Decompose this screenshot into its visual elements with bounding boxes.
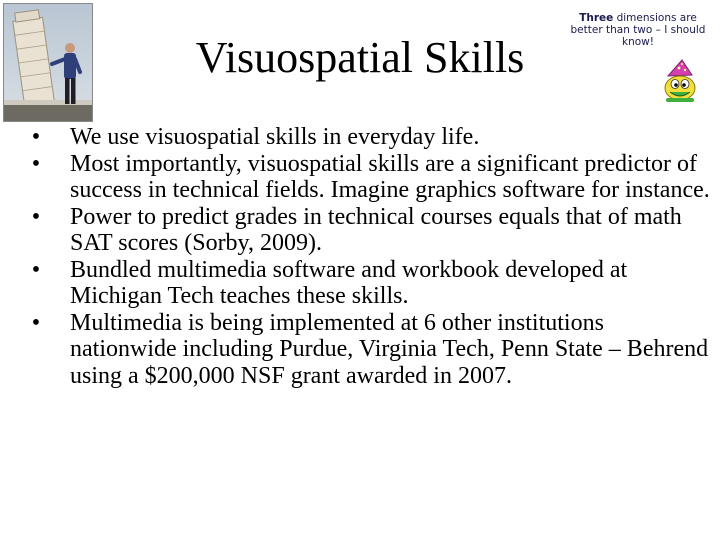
list-item [22, 124, 712, 151]
list-item [22, 151, 712, 204]
bullet-text: We use visuospatial skills in everyday life. [70, 124, 480, 150]
list-item [22, 310, 712, 390]
bullet-text: Most importantly, visuospatial skills are a significant predictor of success in technical fields. Imagine graphics software for instance. [70, 150, 710, 203]
slide-title: Visuospatial Skills [195, 33, 525, 82]
bullet-list [22, 124, 712, 389]
leaning-tower-photo [3, 3, 93, 122]
wizard-mascot-icon [660, 58, 700, 104]
callout-body: dimensions are better than two – I should know! [570, 12, 706, 48]
bullet-marker: • [31, 124, 41, 150]
list-item [22, 204, 712, 257]
callout-lead: Three [579, 12, 614, 24]
bullet-marker: • [31, 150, 41, 177]
bullet-marker: • [31, 309, 41, 336]
list-item [22, 257, 712, 310]
bullet-marker: • [31, 203, 41, 230]
callout-text [570, 12, 706, 48]
bullet-text: Multimedia is being implemented at 6 other institutions nationwide including Purdue, Virginia Tech, Penn State – Behrend using a $200,000 NSF grant awarded in 2007. [70, 309, 709, 389]
bullet-marker: • [31, 256, 41, 283]
bullet-text: Power to predict grades in technical courses equals that of math SAT scores (Sorby, 2009). [70, 203, 682, 256]
bullet-text: Bundled multimedia software and workbook developed at Michigan Tech teaches these skills. [70, 256, 628, 309]
